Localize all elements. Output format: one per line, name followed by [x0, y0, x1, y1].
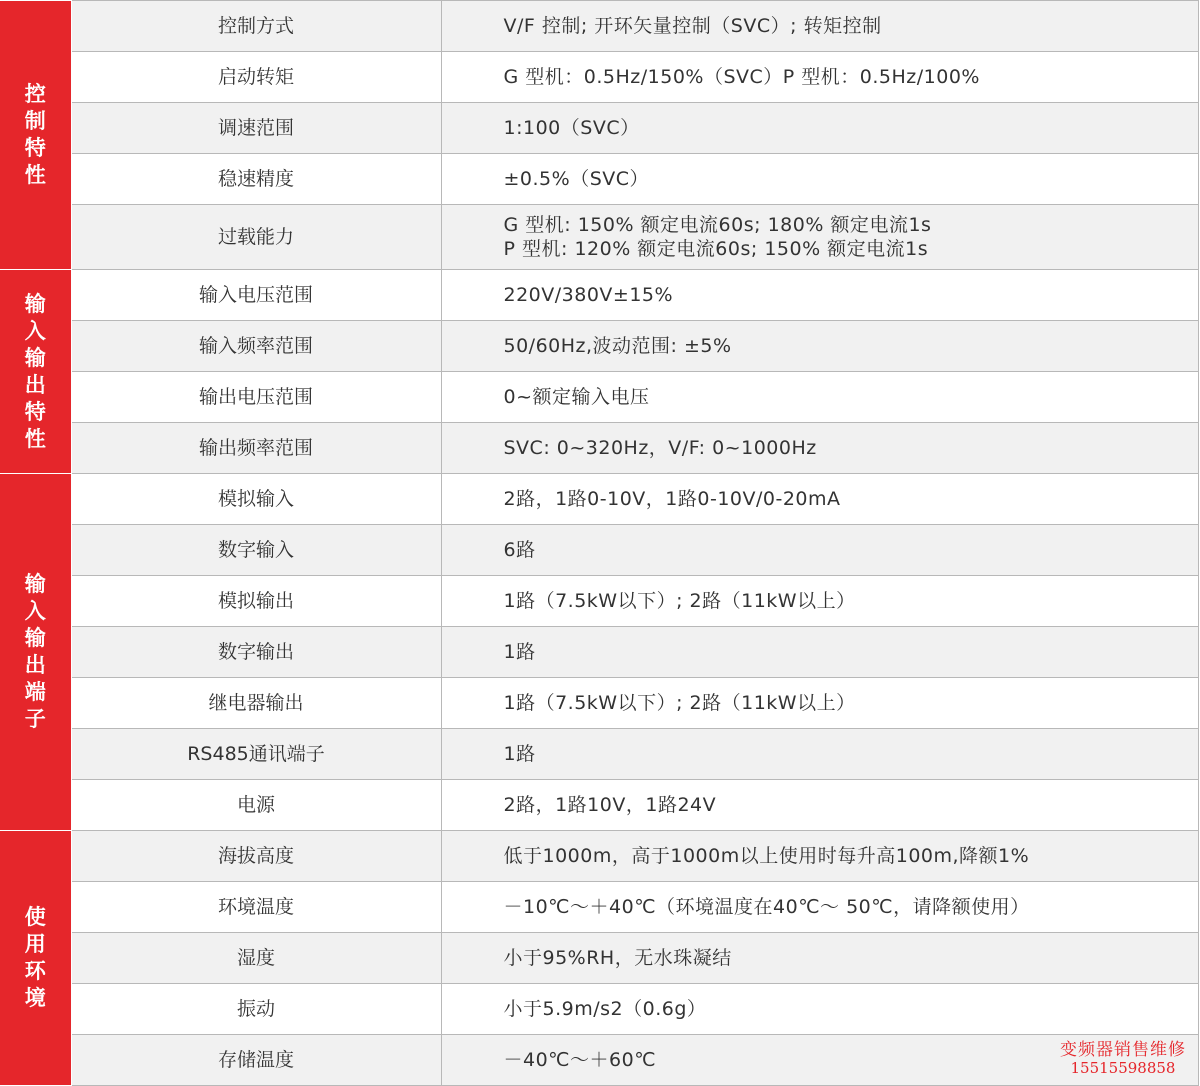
param-name: 调速范围 — [71, 103, 441, 154]
param-name: 湿度 — [71, 933, 441, 984]
category-cell — [0, 831, 71, 1086]
category-cell — [0, 1, 71, 270]
table-row — [0, 321, 1198, 372]
category-label: 输入输出端子 — [23, 571, 47, 733]
table-row — [0, 576, 1198, 627]
param-value: －10℃～＋40℃（环境温度在40℃～ 50℃，请降额使用） — [441, 882, 1198, 933]
param-value: 小于5.9m/s2（0.6g） — [441, 984, 1198, 1035]
param-value: 1路 — [441, 627, 1198, 678]
table-row — [0, 270, 1198, 321]
param-value: 6路 — [441, 525, 1198, 576]
param-value: 220V/380V±15% — [441, 270, 1198, 321]
table-row — [0, 1, 1198, 52]
param-name: 存储温度 — [71, 1035, 441, 1086]
param-name: 环境温度 — [71, 882, 441, 933]
param-name: 控制方式 — [71, 1, 441, 52]
watermark — [1060, 1040, 1186, 1077]
table-row — [0, 474, 1198, 525]
category-label: 控制特性 — [23, 81, 47, 189]
param-value: SVC: 0~320Hz，V/F: 0~1000Hz — [441, 423, 1198, 474]
table-row — [0, 882, 1198, 933]
table-row — [0, 525, 1198, 576]
param-name: 海拔高度 — [71, 831, 441, 882]
table-row — [0, 154, 1198, 205]
table-row — [0, 933, 1198, 984]
param-name: 模拟输入 — [71, 474, 441, 525]
category-label: 使用环境 — [23, 904, 47, 1012]
table-row — [0, 984, 1198, 1035]
param-name: 模拟输出 — [71, 576, 441, 627]
table-row — [0, 205, 1198, 270]
param-name: 过载能力 — [71, 205, 441, 270]
param-value: V/F 控制; 开环矢量控制（SVC）; 转矩控制 — [441, 1, 1198, 52]
table-row — [0, 423, 1198, 474]
param-value: G 型机：0.5Hz/150%（SVC）P 型机：0.5Hz/100% — [441, 52, 1198, 103]
param-value: 1路（7.5kW以下）; 2路（11kW以上） — [441, 576, 1198, 627]
param-value: 1路（7.5kW以下）; 2路（11kW以上） — [441, 678, 1198, 729]
param-name: 继电器输出 — [71, 678, 441, 729]
param-value: G 型机: 150% 额定电流60s; 180% 额定电流1s P 型机: 120% 额定电流60s; 150% 额定电流1s — [441, 205, 1198, 270]
param-name: 电源 — [71, 780, 441, 831]
param-name: 输出频率范围 — [71, 423, 441, 474]
param-value: 2路，1路0-10V，1路0-10V/0-20mA — [441, 474, 1198, 525]
table-row — [0, 52, 1198, 103]
param-name: 稳速精度 — [71, 154, 441, 205]
param-name: 输入频率范围 — [71, 321, 441, 372]
param-value: 2路，1路10V，1路24V — [441, 780, 1198, 831]
table-row — [0, 729, 1198, 780]
param-value: 低于1000m，高于1000m以上使用时每升高100m,降额1% — [441, 831, 1198, 882]
category-cell — [0, 270, 71, 474]
param-value: 50/60Hz,波动范围: ±5% — [441, 321, 1198, 372]
param-name: 输入电压范围 — [71, 270, 441, 321]
table-row — [0, 780, 1198, 831]
table-row — [0, 678, 1198, 729]
param-name: 数字输入 — [71, 525, 441, 576]
param-name: 输出电压范围 — [71, 372, 441, 423]
param-name: 数字输出 — [71, 627, 441, 678]
table-row — [0, 1035, 1198, 1086]
param-name: RS485通讯端子 — [71, 729, 441, 780]
category-label: 输入输出特性 — [23, 291, 47, 453]
param-value: －40℃～＋60℃ — [441, 1035, 1198, 1086]
table-row — [0, 103, 1198, 154]
param-name: 振动 — [71, 984, 441, 1035]
watermark-phone: 15515598858 — [1060, 1060, 1186, 1077]
table-row — [0, 831, 1198, 882]
param-value: 0~额定输入电压 — [441, 372, 1198, 423]
table-row — [0, 372, 1198, 423]
param-value: 1路 — [441, 729, 1198, 780]
table-row — [0, 627, 1198, 678]
param-value: 1:100（SVC） — [441, 103, 1198, 154]
watermark-title: 变频器销售维修 — [1060, 1040, 1186, 1060]
param-value: 小于95%RH，无水珠凝结 — [441, 933, 1198, 984]
param-value: ±0.5%（SVC） — [441, 154, 1198, 205]
category-cell — [0, 474, 71, 831]
param-name: 启动转矩 — [71, 52, 441, 103]
spec-table-body — [0, 1, 1198, 1086]
